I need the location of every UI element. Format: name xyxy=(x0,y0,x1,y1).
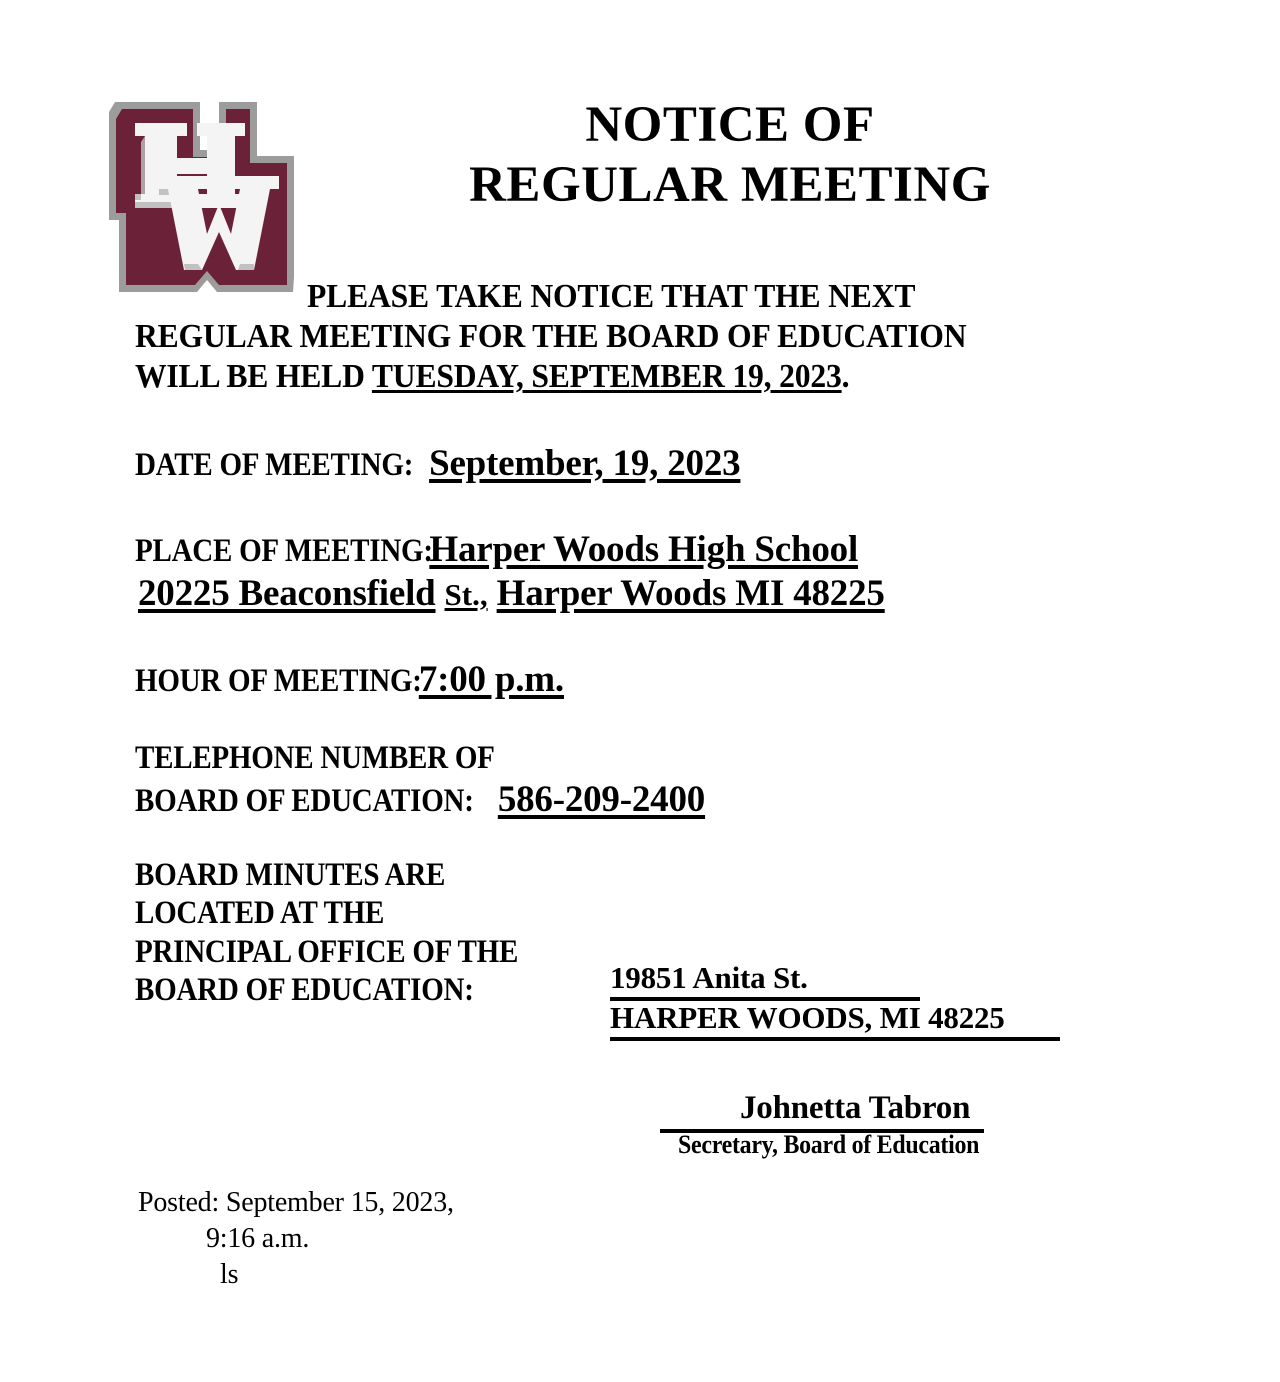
date-of-meeting-value: September, 19, 2023 xyxy=(429,443,741,484)
telephone-row xyxy=(135,778,705,821)
intro-text-part1: PLEASE TAKE NOTICE THAT THE NEXT REGULAR MEETING FOR THE BOARD OF EDUCATION WILL BE HELD xyxy=(135,278,967,396)
telephone-value: 586-209-2400 xyxy=(497,779,706,820)
place-of-meeting-row xyxy=(135,528,858,571)
place-address-street: St., xyxy=(444,577,488,612)
board-minutes-label-block xyxy=(135,856,570,1009)
harper-woods-hw-logo-icon xyxy=(97,92,307,304)
place-address-city: Harper Woods MI 48225 xyxy=(496,573,885,614)
place-of-meeting-value: Harper Woods High School xyxy=(429,529,859,570)
board-minutes-label-line-2: LOCATED AT THE xyxy=(135,895,385,932)
posted-date: Posted: September 15, 2023, xyxy=(138,1187,454,1218)
place-of-meeting-label: PLACE OF MEETING: xyxy=(135,533,433,569)
board-minutes-label-line-4: BOARD OF EDUCATION: xyxy=(135,971,474,1008)
title-line-1: NOTICE OF xyxy=(585,97,875,153)
date-of-meeting-row xyxy=(135,442,740,485)
minutes-address-line-1 xyxy=(610,960,920,1001)
signature-name-text: Johnetta Tabron xyxy=(660,1090,984,1133)
hour-of-meeting-row xyxy=(135,658,564,701)
hour-of-meeting-label: HOUR OF MEETING: xyxy=(135,663,422,699)
place-address-row xyxy=(138,572,885,615)
intro-text-part2: . xyxy=(841,358,850,396)
minutes-address-line-1-text: 19851 Anita St. xyxy=(610,960,920,1001)
telephone-number-of-label: TELEPHONE NUMBER OF xyxy=(135,740,495,776)
posted-footer xyxy=(138,1185,454,1292)
board-of-education-phone-label: BOARD OF EDUCATION: xyxy=(135,783,474,819)
board-minutes-label-line-3: PRINCIPAL OFFICE OF THE xyxy=(135,933,519,970)
intro-meeting-date-emphasis: TUESDAY, SEPTEMBER 19, 2023 xyxy=(371,358,842,396)
posted-time: 9:16 a.m. xyxy=(206,1222,310,1254)
place-address-number: 20225 Beaconsfield xyxy=(138,573,436,614)
minutes-address-line-2 xyxy=(610,1000,1060,1041)
intro-paragraph xyxy=(135,277,1005,397)
signature-role: Secretary, Board of Education xyxy=(678,1130,980,1159)
board-minutes-label-line-1: BOARD MINUTES ARE xyxy=(135,857,446,893)
minutes-address-line-2-text: HARPER WOODS, MI 48225 xyxy=(610,1000,1060,1041)
signature-name xyxy=(660,1090,984,1133)
telephone-label-line-1 xyxy=(135,740,544,777)
title-line-2: REGULAR MEETING xyxy=(469,157,991,214)
posted-initials: ls xyxy=(220,1258,239,1290)
page-title xyxy=(330,95,1130,215)
date-of-meeting-label: DATE OF MEETING: xyxy=(135,447,414,483)
hour-of-meeting-value: 7:00 p.m. xyxy=(418,659,564,700)
